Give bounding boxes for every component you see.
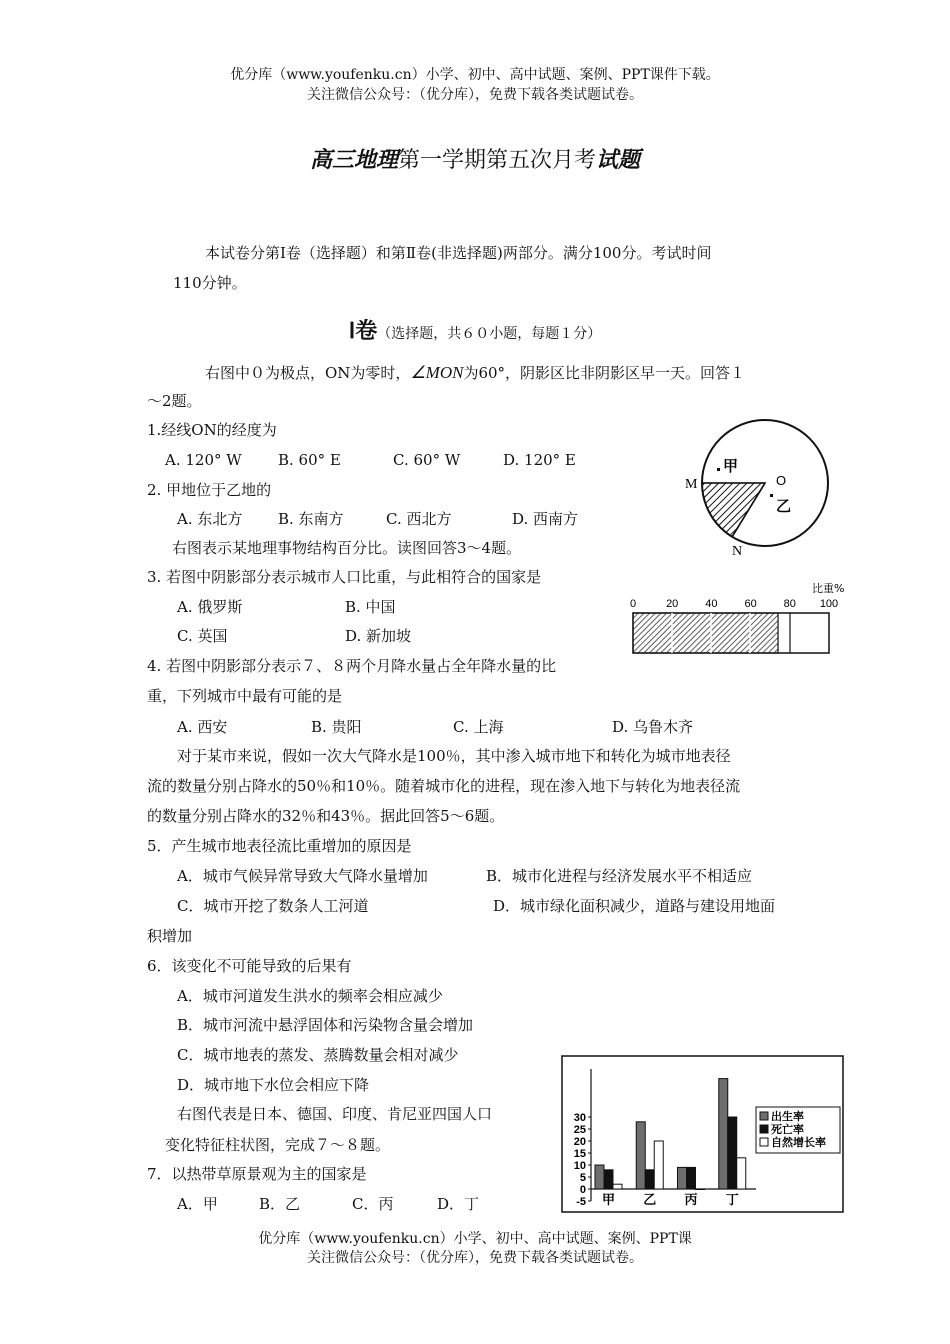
q6-stem: 6．该变化不可能导致的后果有 xyxy=(147,957,352,975)
intro-line-2: 110分钟。 xyxy=(173,274,247,292)
header-line-1: 优分库（www.youfenku.cn）小学、初中、高中试题、案例、PPT课件下载。 xyxy=(230,67,720,83)
q7-option-b[interactable]: B．乙 xyxy=(259,1195,301,1213)
lead12-line-2: ～2题。 xyxy=(147,392,202,410)
footer-line-2: 关注微信公众号：（优分库），免费下载各类试题试卷。 xyxy=(307,1250,643,1266)
label-jia: 甲 xyxy=(723,457,739,475)
bar-tick-label: 20 xyxy=(666,598,679,610)
lead56-line-1: 对于某市来说，假如一次大气降水是100％，其中渗入城市地下和转化为城市地表径 xyxy=(177,747,731,765)
bar-unit: 比重% xyxy=(812,582,845,595)
q1-option-d[interactable]: D. 120° E xyxy=(503,451,576,469)
q5-option-a[interactable]: A．城市气候异常导致大气降水量增加 xyxy=(177,867,428,885)
lead56-line-3: 的数量分别占降水的32％和43％。据此回答5～6题。 xyxy=(147,807,505,825)
q6-option-a[interactable]: A．城市河道发生洪水的频率会相应减少 xyxy=(177,987,443,1005)
q3-option-a[interactable]: A. 俄罗斯 xyxy=(177,598,243,616)
polar-figure xyxy=(680,415,840,560)
bar-tick-label: 40 xyxy=(705,598,718,610)
label-o: O xyxy=(776,473,787,488)
label-yi: 乙 xyxy=(776,497,792,515)
q3-stem: 3. 若图中阴影部分表示城市人口比重，与此相符合的国家是 xyxy=(147,568,542,586)
footer-line-1: 优分库（www.youfenku.cn）小学、初中、高中试题、案例、PPT课 xyxy=(258,1231,692,1247)
q4-option-a[interactable]: A. 西安 xyxy=(177,718,228,736)
y-tick-label: 5 xyxy=(579,1172,586,1184)
bar-tick-label: 0 xyxy=(629,598,637,610)
q7-stem: 7．以热带草原景观为主的国家是 xyxy=(147,1165,367,1183)
q6-option-c[interactable]: C．城市地表的蒸发、蒸腾数量会相对减少 xyxy=(177,1046,459,1064)
point-jia xyxy=(717,468,720,471)
category-label: 丁 xyxy=(725,1193,739,1208)
bar-自然增长率 xyxy=(654,1141,663,1189)
legend-label: 自然增长率 xyxy=(771,1136,826,1149)
legend-swatch xyxy=(760,1125,768,1133)
category-label: 乙 xyxy=(643,1193,657,1208)
q5-option-c[interactable]: C．城市开挖了数条人工河道 xyxy=(177,897,369,915)
lead56-line-2: 流的数量分别占降水的50％和10％。随着城市化的进程，现在渗入地下与转化为地表径流 xyxy=(147,777,741,795)
bar-死亡率 xyxy=(687,1167,696,1189)
point-yi xyxy=(770,494,773,497)
legend-label: 出生率 xyxy=(771,1110,804,1123)
bar-出生率 xyxy=(636,1122,645,1189)
header-line-2: 关注微信公众号：（优分库），免费下载各类试题试卷。 xyxy=(307,87,643,103)
bar-自然增长率 xyxy=(696,1189,705,1190)
bar-出生率 xyxy=(719,1079,728,1189)
y-tick-label: 0 xyxy=(579,1184,586,1196)
bar-自然增长率 xyxy=(613,1184,622,1189)
q7-option-c[interactable]: C．丙 xyxy=(352,1195,394,1213)
population-chart xyxy=(561,1055,844,1213)
angle-mon: ∠MON xyxy=(410,363,464,382)
q2-option-c[interactable]: C. 西北方 xyxy=(386,510,452,528)
section-heading xyxy=(0,314,950,345)
title-part-3: 试题 xyxy=(596,148,641,173)
lead78-line-1: 右图代表是日本、德国、印度、肯尼亚四国人口 xyxy=(177,1105,493,1123)
legend-swatch xyxy=(760,1138,768,1146)
y-tick-label: 20 xyxy=(573,1136,586,1148)
bar-shaded xyxy=(633,613,778,653)
q2-option-a[interactable]: A. 东北方 xyxy=(177,510,243,528)
q5-option-b[interactable]: B．城市化进程与经济发展水平不相适应 xyxy=(486,867,753,885)
title-part-2: 第一学期第五次月考 xyxy=(397,148,596,173)
q3-option-b[interactable]: B. 中国 xyxy=(345,598,396,616)
y-tick-label: 30 xyxy=(573,1112,586,1124)
q5-option-d-cont: 积增加 xyxy=(147,927,193,945)
lead12-a: 右图中０为极点，ON为零时， xyxy=(205,364,411,382)
q4-option-d[interactable]: D. 乌鲁木齐 xyxy=(612,718,694,736)
page-title xyxy=(0,143,950,174)
bar-tick-label: 80 xyxy=(783,598,796,610)
q3-option-c[interactable]: C. 英国 xyxy=(177,627,228,645)
legend-swatch xyxy=(760,1112,768,1120)
q2-stem: 2. 甲地位于乙地的 xyxy=(147,481,272,499)
bar-死亡率 xyxy=(604,1170,613,1189)
intro-line-1: 本试卷分第Ⅰ卷（选择题）和第Ⅱ卷(非选择题)两部分。满分100分。考试时间 xyxy=(205,244,712,262)
y-tick-label: 25 xyxy=(573,1124,586,1136)
label-m: M xyxy=(685,477,698,492)
q5-stem: 5．产生城市地表径流比重增加的原因是 xyxy=(147,837,412,855)
y-tick-label: 10 xyxy=(573,1160,586,1172)
category-label: 丙 xyxy=(684,1193,698,1208)
section-big: Ⅰ卷 xyxy=(348,318,378,343)
q6-option-d[interactable]: D．城市地下水位会相应下降 xyxy=(177,1076,370,1094)
y-tick-label: 15 xyxy=(573,1148,586,1160)
q4-option-c[interactable]: C. 上海 xyxy=(453,718,504,736)
percent-bar-figure xyxy=(622,578,857,658)
q3-option-d[interactable]: D. 新加坡 xyxy=(345,627,412,645)
q1-option-b[interactable]: B. 60° E xyxy=(278,451,341,469)
q1-stem: 1.经线ON的经度为 xyxy=(147,421,277,439)
q4-stem-1: 4. 若图中阴影部分表示７、８两个月降水量占全年降水量的比 xyxy=(147,657,557,675)
lead34: 右图表示某地理事物结构百分比。读图回答3～4题。 xyxy=(172,539,522,557)
bar-出生率 xyxy=(595,1165,604,1189)
bar-tick-label: 100 xyxy=(819,598,839,610)
q2-option-d[interactable]: D. 西南方 xyxy=(512,510,579,528)
bar-出生率 xyxy=(678,1167,687,1189)
q7-option-a[interactable]: A．甲 xyxy=(177,1195,218,1213)
lead78-line-2: 变化特征柱状图，完成７～８题。 xyxy=(165,1136,391,1154)
legend-label: 死亡率 xyxy=(771,1123,804,1136)
q2-option-b[interactable]: B. 东南方 xyxy=(278,510,344,528)
q7-option-d[interactable]: D．丁 xyxy=(437,1195,480,1213)
q1-option-a[interactable]: A. 120° W xyxy=(165,451,242,469)
y-tick-label: -5 xyxy=(576,1196,586,1208)
category-label: 甲 xyxy=(601,1193,616,1208)
q5-option-d[interactable]: D．城市绿化面积减少，道路与建设用地面 xyxy=(493,897,776,915)
bar-tick-label: 60 xyxy=(744,598,757,610)
bar-自然增长率 xyxy=(737,1158,746,1189)
q4-stem-2: 重，下列城市中最有可能的是 xyxy=(147,687,343,705)
title-part-1: 高三地理 xyxy=(309,148,398,173)
q4-option-b[interactable]: B. 贵阳 xyxy=(311,718,362,736)
lead12-b: 为60°，阴影区比非阴影区早一天。回答１ xyxy=(463,364,746,382)
q6-option-b[interactable]: B．城市河流中悬浮固体和污染物含量会增加 xyxy=(177,1016,474,1034)
section-small: （选择题，共６０小题，每题１分） xyxy=(377,326,602,342)
lead12-line-1 xyxy=(205,363,745,383)
bar-死亡率 xyxy=(728,1117,737,1189)
label-n: N xyxy=(732,544,743,559)
bar-死亡率 xyxy=(645,1170,654,1189)
q1-option-c[interactable]: C. 60° W xyxy=(393,451,461,469)
